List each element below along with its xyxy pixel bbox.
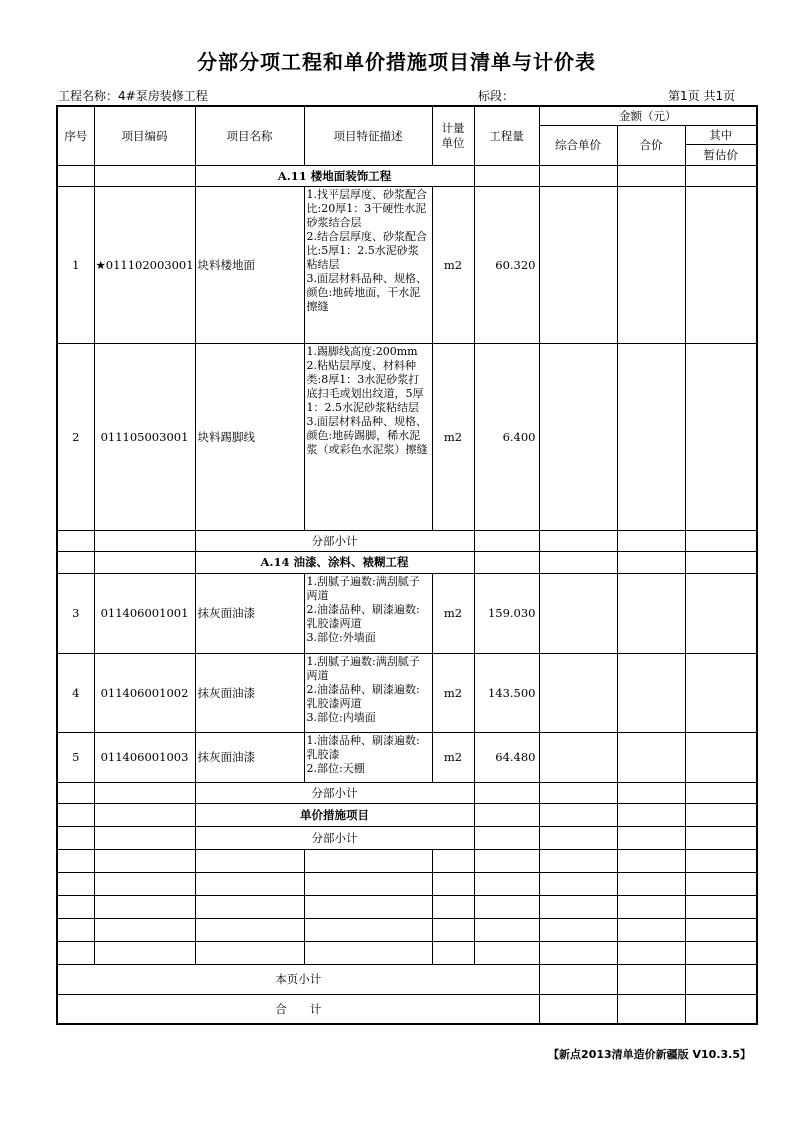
item-qty: 159.030 <box>474 573 539 653</box>
section-row <box>57 803 757 826</box>
item-code: 011406001002 <box>94 653 195 732</box>
table-row <box>57 653 757 732</box>
col-of-which: 其中 <box>685 125 757 144</box>
col-desc: 项目特征描述 <box>304 106 432 165</box>
item-unit: m2 <box>432 573 474 653</box>
empty-row <box>57 895 757 918</box>
item-desc: 1.找平层厚度、砂浆配合比:20厚1：3干硬性水泥砂浆结合层 2.结合层厚度、砂浆配合比:5厚1：2.5水泥砂浆粘结层 3.面层材料品种、规格、颜色:地砖地面，干水泥擦缝 <box>304 186 432 343</box>
item-unit: m2 <box>432 343 474 530</box>
col-code: 项目编码 <box>94 106 195 165</box>
subtotal-row <box>57 826 757 849</box>
item-name: 块料踢脚线 <box>195 343 304 530</box>
subtotal-row <box>57 782 757 803</box>
section-row <box>57 551 757 573</box>
item-code: 011406001003 <box>94 732 195 782</box>
table-row <box>57 573 757 653</box>
col-unit-price: 综合单价 <box>539 125 617 165</box>
item-name: 块料楼地面 <box>195 186 304 343</box>
col-provisional: 暂估价 <box>685 144 757 165</box>
page-number: 第1页 共1页 <box>668 89 736 103</box>
subtotal-label: 分部小计 <box>195 530 474 551</box>
section-title: A.11 楼地面装饰工程 <box>195 165 474 186</box>
empty-row <box>57 849 757 872</box>
col-seq: 序号 <box>57 106 94 165</box>
software-footer: 【新点2013清单造价新疆版 V10.3.5】 <box>548 1048 751 1061</box>
empty-row <box>57 872 757 895</box>
page-title: 分部分项工程和单价措施项目清单与计价表 <box>197 50 596 74</box>
subtotal-label: 分部小计 <box>195 782 474 803</box>
subtotal-label: 分部小计 <box>195 826 474 849</box>
project-name: 工程名称：4#泵房装修工程 <box>58 89 208 103</box>
item-qty: 60.320 <box>474 186 539 343</box>
table-row <box>57 732 757 782</box>
item-seq: 3 <box>57 573 94 653</box>
item-desc: 1.油漆品种、刷漆遍数:乳胶漆 2.部位:天棚 <box>304 732 432 782</box>
item-seq: 2 <box>57 343 94 530</box>
item-code: 011105003001 <box>94 343 195 530</box>
item-seq: 1 <box>57 186 94 343</box>
section-row <box>57 165 757 186</box>
item-code: ★011102003001 <box>94 186 195 343</box>
subtotal-row <box>57 530 757 551</box>
item-seq: 5 <box>57 732 94 782</box>
table-row <box>57 186 757 343</box>
page-subtotal-label: 本页小计 <box>57 964 539 994</box>
item-qty: 64.480 <box>474 732 539 782</box>
item-qty: 6.400 <box>474 343 539 530</box>
item-name: 抹灰面油漆 <box>195 653 304 732</box>
page-subtotal-row <box>57 964 757 994</box>
pricing-table <box>56 105 758 1025</box>
item-desc: 1.踢脚线高度:200mm 2.粘贴层厚度、材料种类:8厚1：3水泥砂浆打底扫毛或划出纹道，5厚1：2.5水泥砂浆粘结层 3.面层材料品种、规格、颜色:地砖踢脚，稀水泥浆（或彩色水泥浆）擦缝 <box>304 343 432 530</box>
grand-total-row <box>57 994 757 1024</box>
item-code: 011406001001 <box>94 573 195 653</box>
col-total: 合价 <box>617 125 685 165</box>
col-unit: 计量单位 <box>432 106 474 165</box>
item-name: 抹灰面油漆 <box>195 732 304 782</box>
empty-row <box>57 941 757 964</box>
section-label: 标段： <box>478 89 515 103</box>
section-title: 单价措施项目 <box>195 803 474 826</box>
item-qty: 143.500 <box>474 653 539 732</box>
section-title: A.14 油漆、涂料、裱糊工程 <box>195 551 474 573</box>
grand-total-label: 合 计 <box>57 994 539 1024</box>
item-seq: 4 <box>57 653 94 732</box>
item-unit: m2 <box>432 653 474 732</box>
col-amount: 金额（元） <box>539 106 757 125</box>
col-name: 项目名称 <box>195 106 304 165</box>
item-unit: m2 <box>432 186 474 343</box>
col-qty: 工程量 <box>474 106 539 165</box>
empty-row <box>57 918 757 941</box>
item-unit: m2 <box>432 732 474 782</box>
item-name: 抹灰面油漆 <box>195 573 304 653</box>
item-desc: 1.刮腻子遍数:满刮腻子两道 2.油漆品种、刷漆遍数:乳胶漆两道 3.部位:外墙面 <box>304 573 432 653</box>
table-row <box>57 343 757 530</box>
item-desc: 1.刮腻子遍数:满刮腻子两道 2.油漆品种、刷漆遍数:乳胶漆两道 3.部位:内墙面 <box>304 653 432 732</box>
